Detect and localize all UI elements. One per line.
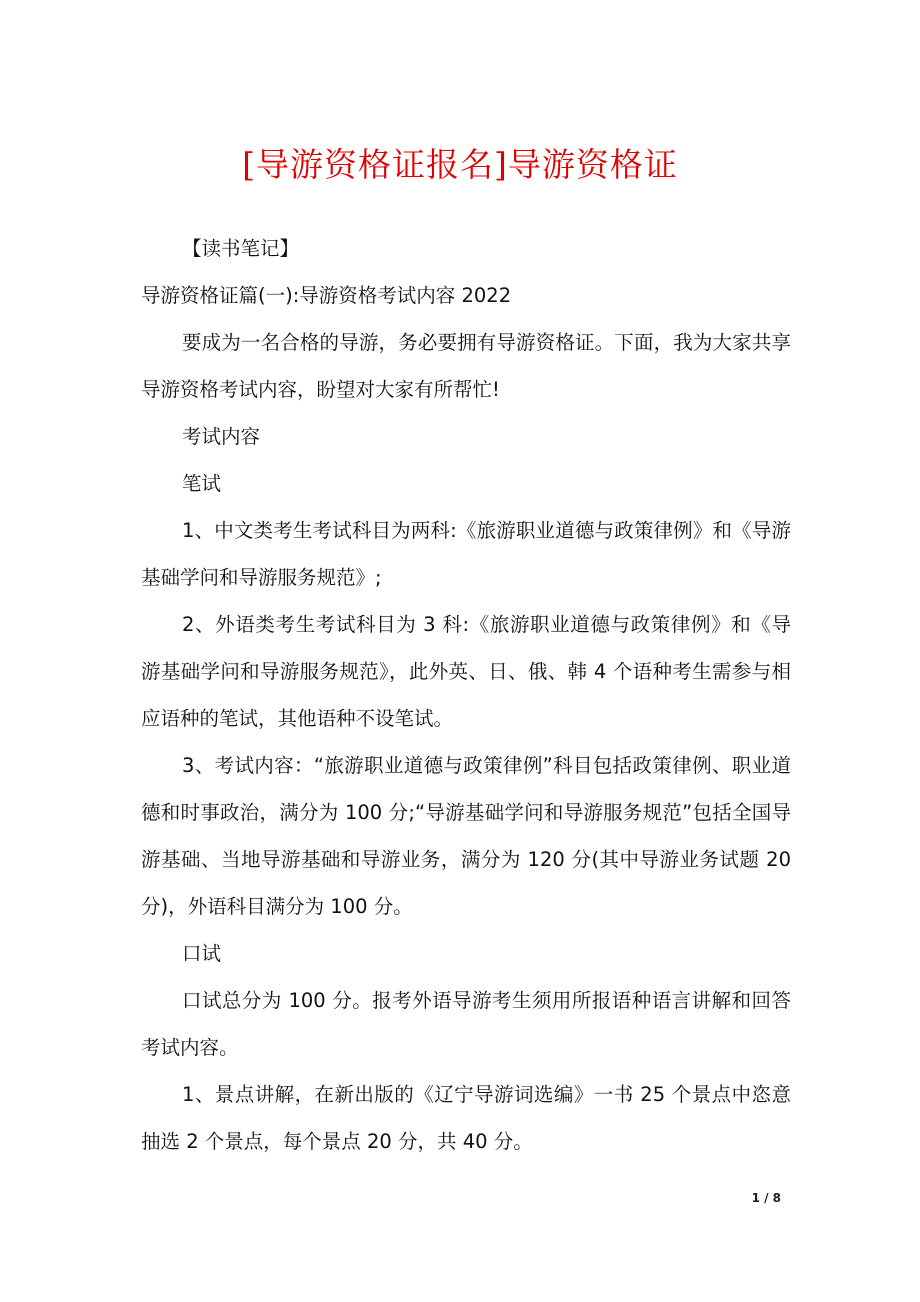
paragraph-exam-content: 考试内容 — [182, 425, 261, 448]
paragraph-item-1: 1、中文类考生考试科目为两科:《旅游职业道德与政策律例》和《导游基础学问和导游服务规范》; — [141, 519, 791, 589]
paragraph-item-2: 2、外语类考生考试科目为 3 科:《旅游职业道德与政策律例》和《导游基础学问和导游服务规范》，此外英、日、俄、韩 4 个语种考生需参与相应语种的笔试，其他语种不设笔试。 — [141, 613, 791, 730]
document-body — [141, 225, 791, 1165]
page-number: 1 / 8 — [751, 1191, 781, 1205]
paragraph-written-exam: 笔试 — [182, 472, 222, 495]
paragraph-oral-score: 口试总分为 100 分。报考外语导游考生须用所报语种语言讲解和回答考试内容。 — [141, 989, 791, 1059]
page-title: [导游资格证报名]导游资格证 — [242, 145, 678, 184]
paragraph-oral-exam: 口试 — [182, 942, 222, 965]
paragraph-section-heading: 导游资格证篇(一):导游资格考试内容 2022 — [141, 284, 512, 307]
paragraph-intro: 要成为一名合格的导游，务必要拥有导游资格证。下面，我为大家共享导游资格考试内容，盼望对大家有所帮忙! — [141, 331, 791, 401]
paragraph-oral-item-1: 1、景点讲解，在新出版的《辽宁导游词选编》一书 25 个景点中恣意抽选 2 个景点，每个景点 20 分，共 40 分。 — [141, 1083, 791, 1153]
paragraph-reading-notes: 【读书笔记】 — [182, 237, 300, 260]
paragraph-item-3: 3、考试内容：“旅游职业道德与政策律例”科目包括政策律例、职业道德和时事政治，满分为 100 分;“导游基础学问和导游服务规范”包括全国导游基础、当地导游基础和导游业务，满分为 120 分(其中导游业务试题 20 分)，外语科目满分为 100 分。 — [141, 754, 791, 918]
